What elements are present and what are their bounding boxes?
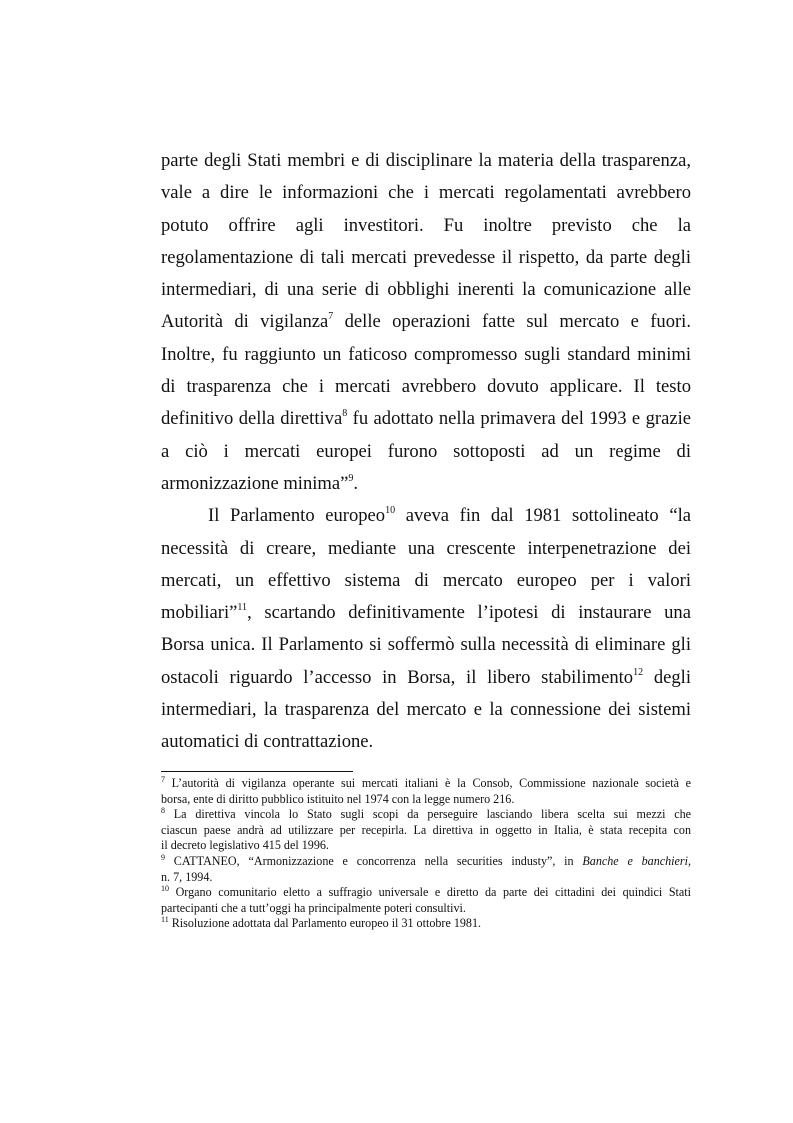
text-line: di trasparenza che i mercati avrebbero dovuto applicare. Il testo bbox=[161, 376, 691, 398]
text-line bbox=[161, 403, 691, 435]
footnote-line bbox=[161, 854, 691, 870]
main-text bbox=[161, 145, 691, 759]
footnote-line bbox=[161, 901, 691, 917]
footnote-text: n. 7, 1994. bbox=[161, 869, 213, 884]
page-body bbox=[161, 145, 691, 759]
text-line: intermediari, la trasparenza del mercato e la connessione dei sistemi bbox=[161, 699, 691, 721]
text-fragment: fu adottato nella primavera del 1993 e grazie bbox=[347, 408, 691, 430]
text-fragment: Autorità di vigilanza bbox=[161, 311, 329, 333]
text-line: regolamentazione di tali mercati prevedesse il rispetto, da parte degli bbox=[161, 246, 691, 268]
footnote-text: ciascun paese andrà ad utilizzare per recepirla. La direttiva in oggetto in Italia, è stata recepita con bbox=[161, 822, 691, 837]
footnote-ref: 12 bbox=[633, 666, 644, 678]
text-line bbox=[161, 662, 691, 694]
text-line: potuto offrire agli investitori. Fu inoltre previsto che la bbox=[161, 214, 691, 236]
text-line: necessità di creare, mediante una crescente interpenetrazione dei bbox=[161, 537, 691, 559]
text-line: vale a dire le informazioni che i mercati regolamentati avrebbero bbox=[161, 182, 691, 204]
footnote-text: CATTANEO, “Armonizzazione e concorrenza nella securities industy”, in bbox=[165, 853, 583, 868]
text-fragment: mobiliari” bbox=[161, 602, 238, 624]
footnote-number: 9 bbox=[161, 852, 165, 862]
footnote-ref: 7 bbox=[328, 311, 334, 323]
footnote-line bbox=[161, 870, 691, 886]
text-line: Borsa unica. Il Parlamento si soffermò sulla necessità di eliminare gli bbox=[161, 634, 691, 656]
footnote-number: 7 bbox=[161, 775, 165, 784]
text-line bbox=[161, 306, 691, 338]
footnote-ref: 10 bbox=[385, 505, 396, 517]
text-fragment: armonizzazione minima” bbox=[161, 472, 349, 494]
footnote-line bbox=[161, 885, 691, 901]
text-fragment: aveva fin dal 1981 sottolineato “la bbox=[395, 505, 691, 527]
footnote-separator bbox=[161, 771, 353, 772]
footnote-text: borsa, ente di diritto pubblico istituito nel 1974 con la legge numero 216. bbox=[161, 791, 515, 806]
footnote-text: Risoluzione adottata dal Parlamento europeo il 31 ottobre 1981. bbox=[168, 916, 482, 931]
text-fragment: . bbox=[353, 472, 359, 494]
footnote-number: 10 bbox=[161, 884, 169, 894]
footnote-text: il decreto legislativo 415 del 1996. bbox=[161, 838, 329, 853]
footnote-line bbox=[161, 776, 691, 792]
text-fragment: delle operazioni fatte sul mercato e fuori. bbox=[333, 311, 691, 333]
footnote-text: partecipanti che a tutt’oggi ha principalmente poteri consultivi. bbox=[161, 900, 466, 915]
text-line: automatici di contrattazione. bbox=[161, 731, 374, 753]
text-line bbox=[161, 597, 691, 629]
footnote-ref: 9 bbox=[348, 472, 354, 484]
footnote-text: L’autorità di vigilanza operante sui mercati italiani è la Consob, Commissione nazionale società e bbox=[165, 776, 691, 790]
text-fragment: degli bbox=[643, 666, 692, 688]
text-line: Inoltre, fu raggiunto un faticoso compromesso sugli standard minimi bbox=[161, 343, 691, 365]
text-fragment: , scartando definitivamente l’ipotesi di instaurare una bbox=[247, 602, 691, 624]
footnote-number: 8 bbox=[161, 806, 165, 816]
footnote-line bbox=[161, 916, 691, 932]
text-fragment: Il Parlamento europeo bbox=[208, 505, 386, 527]
footnote-line bbox=[161, 838, 691, 854]
text-line: mercati, un effettivo sistema di mercato europeo per i valori bbox=[161, 569, 691, 591]
footnotes bbox=[161, 776, 691, 932]
text-line: a ciò i mercati europei furono sottoposti ad un regime di bbox=[161, 440, 691, 462]
footnote-ref: 11 bbox=[237, 602, 248, 614]
footnote-line bbox=[161, 792, 691, 808]
text-line bbox=[161, 500, 691, 532]
text-line bbox=[161, 468, 691, 500]
footnote-line bbox=[161, 823, 691, 839]
footnote-text: La direttiva vincola lo Stato sugli scopi da perseguire lasciando libera scelta sui mezzi che bbox=[165, 807, 691, 822]
footnote-number: 11 bbox=[161, 915, 169, 925]
text-line: parte degli Stati membri e di disciplinare la materia della trasparenza, bbox=[161, 150, 691, 171]
footnote-italic: Banche e banchieri, bbox=[582, 853, 691, 868]
text-fragment: ostacoli riguardo l’accesso in Borsa, il libero stabilimento bbox=[161, 666, 634, 688]
text-fragment: definitivo della direttiva bbox=[161, 408, 343, 430]
text-line: intermediari, di una serie di obblighi inerenti la comunicazione alle bbox=[161, 279, 691, 301]
footnote-text: Organo comunitario eletto a suffragio universale e diretto da parte dei cittadini dei quindici Stati bbox=[169, 885, 691, 900]
footnote-line bbox=[161, 807, 691, 823]
footnote-ref: 8 bbox=[342, 408, 348, 420]
